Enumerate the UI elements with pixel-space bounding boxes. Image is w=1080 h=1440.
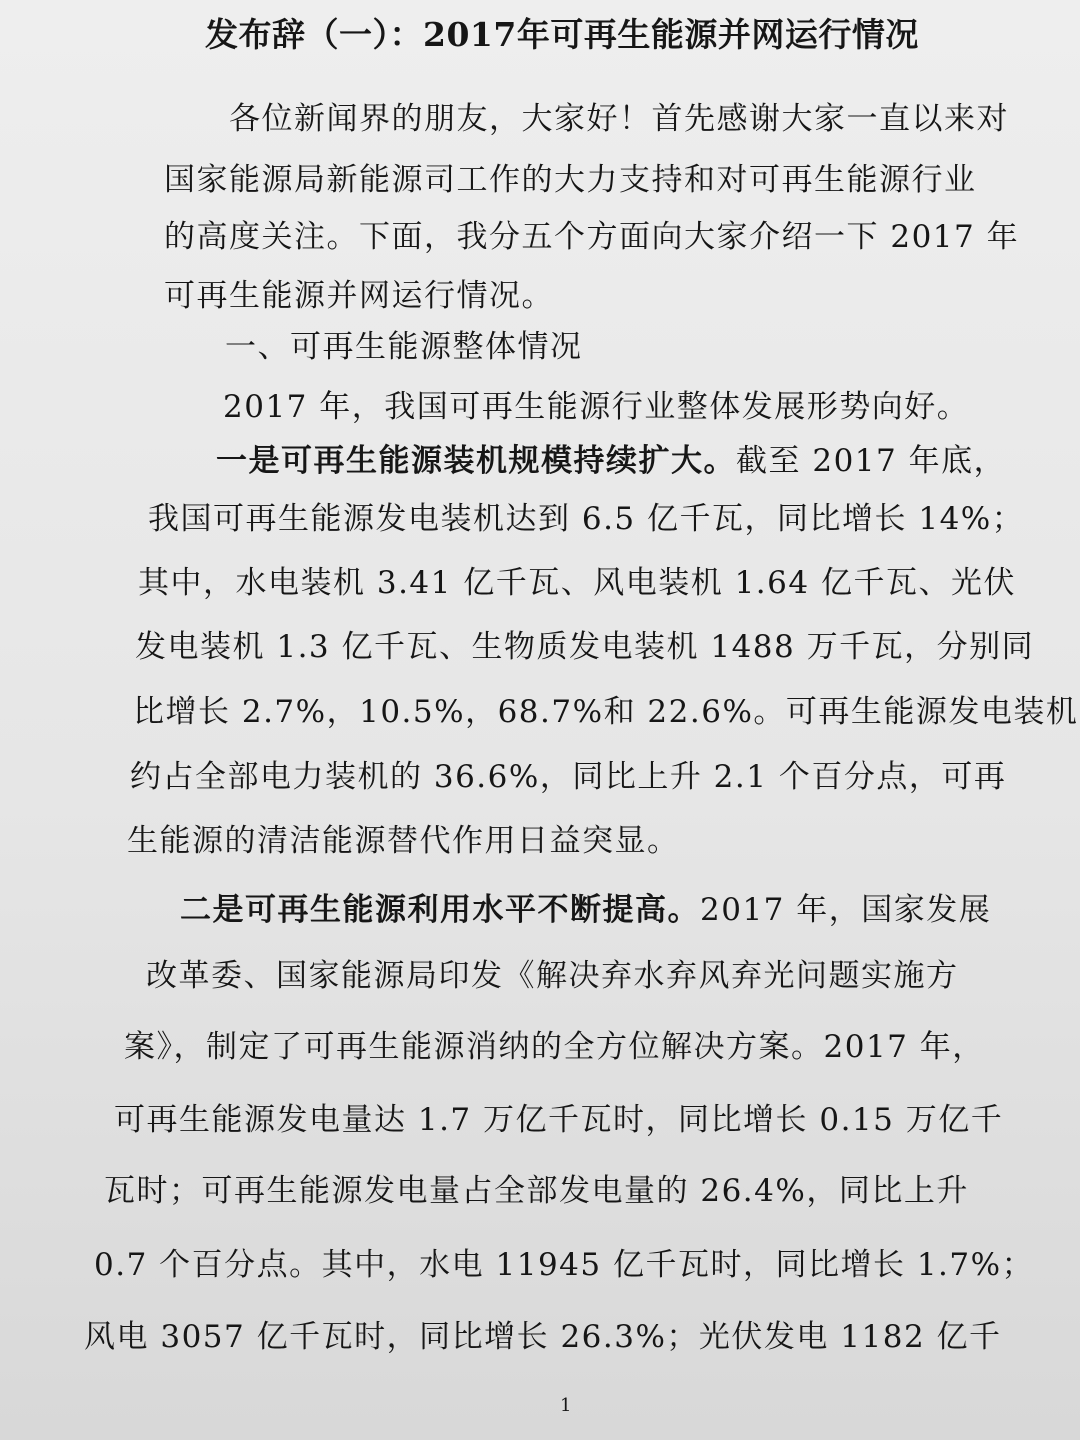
item2-line-5: 0.7 个百分点。其中，水电 11945 亿千瓦时，同比增长 1.7%； [94, 1247, 1035, 1283]
intro-line-2: 国家能源局新能源司工作的大力支持和对可再生能源行业 [164, 162, 977, 198]
item1-line-2: 其中，水电装机 3.41 亿千瓦、风电装机 1.64 亿千瓦、光伏 [138, 565, 1016, 601]
section-heading: 一、可再生能源整体情况 [225, 329, 583, 365]
item2-first-line [180, 892, 992, 928]
intro-line-4: 可再生能源并网运行情况。 [164, 278, 554, 314]
item2-rest: 2017 年，国家发展 [700, 892, 992, 928]
document-title: 发布辞（一）：2017年可再生能源并网运行情况 [205, 15, 919, 54]
item2-line-2: 案》，制定了可再生能源消纳的全方位解决方案。2017 年， [124, 1029, 985, 1065]
item2-lead: 二是可再生能源利用水平不断提高。 [180, 892, 700, 928]
item1-rest: 截至 2017 年底， [736, 443, 1007, 479]
page-number: 1 [560, 1395, 572, 1416]
item1-line-4: 比增长 2.7%，10.5%，68.7%和 22.6%。可再生能源发电装机 [133, 694, 1079, 730]
item2-line-3: 可再生能源发电量达 1.7 万亿千瓦时，同比增长 0.15 万亿千 [114, 1102, 1004, 1138]
item1-lead: 一是可再生能源装机规模持续扩大。 [216, 443, 736, 479]
item2-line-6: 风电 3057 亿千瓦时，同比增长 26.3%；光伏发电 1182 亿千 [84, 1319, 1002, 1355]
intro-line-3: 的高度关注。下面，我分五个方面向大家介绍一下 2017 年 [164, 219, 1020, 255]
item1-line-1: 我国可再生能源发电装机达到 6.5 亿千瓦，同比增长 14%； [148, 501, 1025, 537]
item2-line-1: 改革委、国家能源局印发《解决弃水弃风弃光问题实施方 [146, 958, 959, 994]
item1-line-6: 生能源的清洁能源替代作用日益突显。 [127, 823, 680, 859]
item1-line-3: 发电装机 1.3 亿千瓦、生物质发电装机 1488 万千瓦，分别同 [135, 629, 1035, 665]
item1-line-5: 约占全部电力装机的 36.6%，同比上升 2.1 个百分点，可再 [130, 759, 1007, 795]
section-line-1: 2017 年，我国可再生能源行业整体发展形势向好。 [223, 389, 970, 425]
item2-line-4: 瓦时；可再生能源发电量占全部发电量的 26.4%，同比上升 [104, 1173, 969, 1209]
intro-line-1: 各位新闻界的朋友，大家好！首先感谢大家一直以来对 [229, 101, 1009, 137]
item1-first-line [216, 443, 1007, 479]
